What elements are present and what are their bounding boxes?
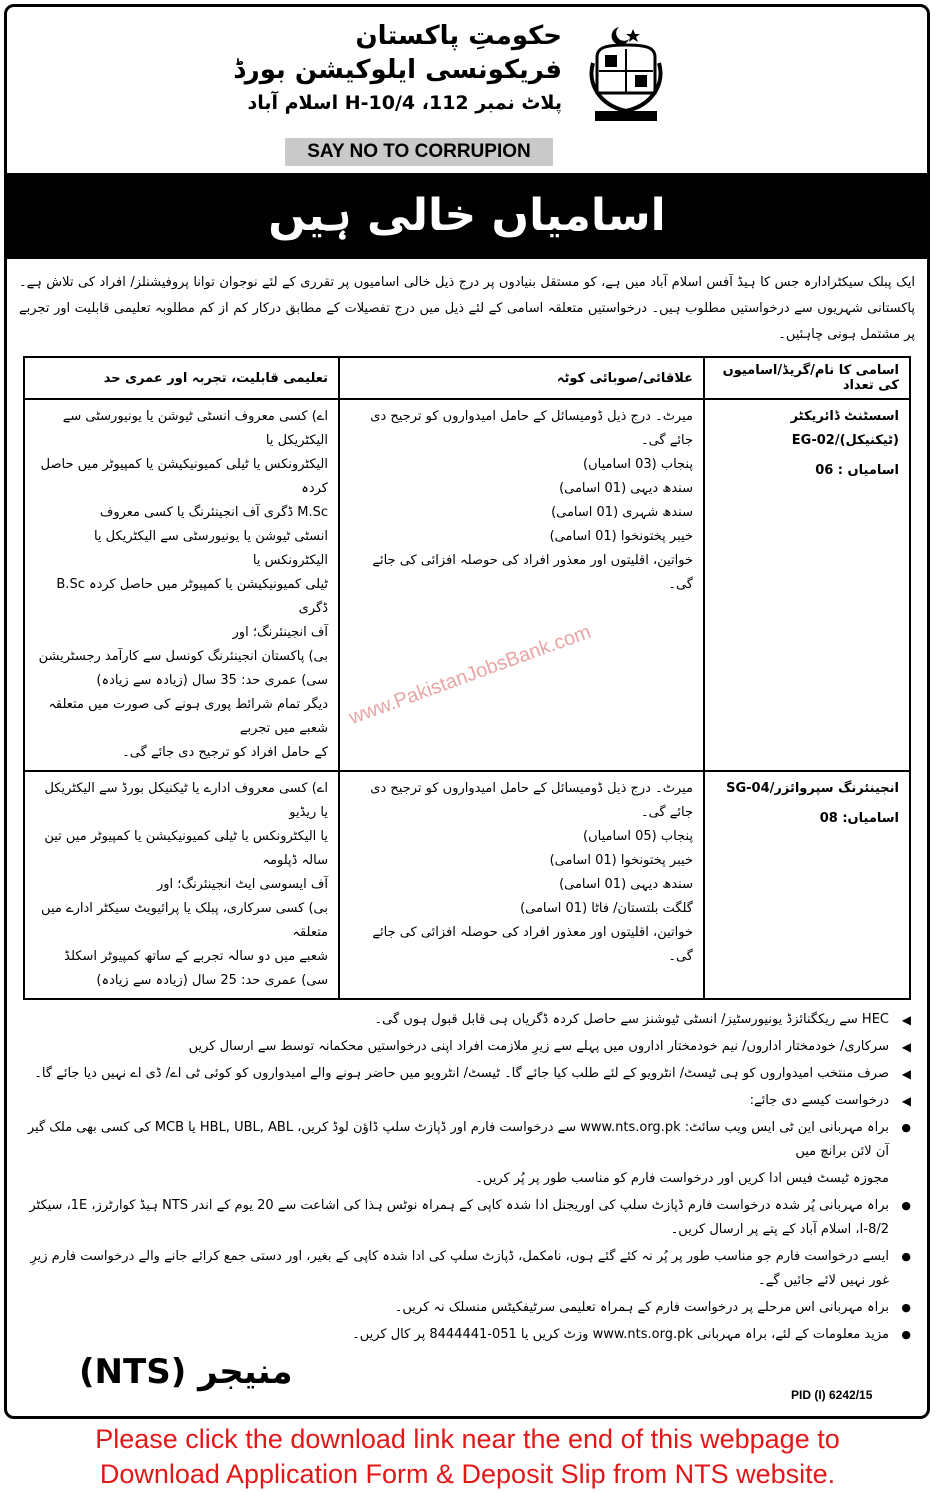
howto-item: ● ایسے درخواست فارم جو مناسب طور پر پُر نہ کئے گئے ہوں، نامکمل، ڈپازٹ سلپ کی ادا شدہ کاپی کے بغیر، اور دستی جمع کرائے جانے والے درخواست فارم زیرِ غور نہیں لائے جائیں گے۔ bbox=[23, 1245, 911, 1293]
qualification-cell bbox=[24, 399, 339, 771]
ad-header bbox=[233, 19, 562, 119]
howto-item: ● مزید معلومات کے لئے، براہ مہربانی www.nts.org.pk وزٹ کریں یا 051-8444441 پر کال کریں۔ bbox=[23, 1323, 911, 1347]
qualification-line: بی) کسی سرکاری، پبلک یا پرائیویٹ سیکٹر ادارے میں متعلقہ bbox=[41, 901, 328, 940]
quota-line: سندھ دیہی (01 اسامی) bbox=[559, 481, 693, 496]
qualification-cell bbox=[24, 771, 339, 999]
signature-manager: منیجر (NTS) bbox=[79, 1352, 293, 1392]
post-title: اسسٹنٹ ڈائریکٹر (ٹیکنیکل)/EG-02 bbox=[790, 409, 899, 448]
quota-cell bbox=[339, 399, 704, 771]
ad-border bbox=[4, 4, 930, 1419]
quota-line: سندھ شہری (01 اسامی) bbox=[551, 505, 693, 520]
qualification-line: اے) کسی معروف انسٹی ٹیوشن یا یونیورسٹی سے الیکٹریکل یا bbox=[62, 409, 328, 448]
quota-line: میرٹ۔ درج ذیل ڈومیسائل کے حامل امیدواروں کو ترجیح دی جائے گی۔ bbox=[370, 781, 693, 820]
qualification-line: سی) عمری حد: 35 سال (زیادہ سے زیادہ) bbox=[96, 673, 328, 688]
table-row bbox=[24, 771, 910, 999]
qualification-line: کے حامل افراد کو ترجیح دی جائے گی۔ bbox=[122, 745, 328, 760]
quota-line: خواتین، اقلیتوں اور معذور افراد کی حوصلہ افزائی کی جائے گی۔ bbox=[372, 925, 693, 964]
table-row bbox=[24, 399, 910, 771]
slogan-badge: SAY NO TO CORRUPION bbox=[285, 138, 553, 166]
column-header-qualification: تعلیمی قابلیت، تجربہ اور عمری حد bbox=[24, 357, 339, 399]
government-title: حکومتِ پاکستان bbox=[355, 21, 562, 51]
qualification-line: آف ایسوسی ایٹ انجینئرنگ؛ اور bbox=[157, 877, 328, 892]
intro-paragraph: ایک پبلک سیکٹرادارہ جس کا ہیڈ آفس اسلام آباد میں ہے، کو مستقل بنیادوں پر درج ذیل خالی اسامیوں پر تقرری کے لئے نوجوان توانا پروفیشنلز/ افراد کی تلاش ہے۔ پاکستانی شہریوں سے درخواستیں مطلوب ہیں۔ درخواستیں متعلقہ اسامی کے لئے ذیل میں درج تفصیلات کے مطابق درکار کم از کم مطلوبہ تعلیمی قابلیت اور تجربے پر مشتمل ہونی چاہئیں۔ bbox=[19, 275, 915, 342]
qualification-line: سی) عمری حد: 25 سال (زیادہ سے زیادہ) bbox=[96, 973, 328, 988]
vacancy-table bbox=[23, 356, 911, 1000]
qualification-line: شعبے میں دو سالہ تجربے کے ساتھ کمپیوٹر اسکلڈ bbox=[64, 949, 328, 964]
download-notice-line2: Download Application Form & Deposit Slip from NTS website. bbox=[99, 1459, 836, 1489]
post-title: انجینئرنگ سپروائزر/SG-04 bbox=[726, 781, 899, 796]
qualification-line: دیگر تمام شرائط پوری ہونے کی صورت میں متعلقہ شعبے میں تجربے bbox=[48, 697, 328, 736]
quota-line: پنجاب (03 اسامیاں) bbox=[583, 457, 693, 472]
vacancies-banner: اسامیاں خالی ہیں bbox=[7, 173, 927, 259]
download-notice-line1: Please click the download link near the end of this webpage to bbox=[95, 1424, 840, 1454]
note-item: ◀ HEC سے ریکگنائزڈ یونیورسٹیز/ انسٹی ٹیوشنز سے حاصل کردہ ڈگریاں ہی قابل قبول ہوں گی۔ bbox=[23, 1008, 911, 1032]
qualification-line: ٹیلی کمیونیکیشن یا کمپیوٹر میں حاصل کردہ B.Sc ڈگری bbox=[56, 577, 328, 616]
qualification-line: اے) کسی معروف ادارے یا ٹیکنیکل بورڈ سے الیکٹریکل یا ریڈیو bbox=[44, 781, 328, 820]
quota-line: خواتین، اقلیتوں اور معذور افراد کی حوصلہ افزائی کی جائے گی۔ bbox=[372, 553, 693, 592]
post-count: اسامیاں: 08 bbox=[819, 811, 899, 826]
note-item: ◀ صرف منتخب امیدواروں کو ہی ٹیسٹ/ انٹرویو کے لئے طلب کیا جائے گا۔ ٹیسٹ/ انٹرویو میں حاضر ہونے والے امیدواروں کو کوئی ٹی اے/ ڈی اے نہیں دیا جائے گا۔ bbox=[23, 1062, 911, 1086]
table-header-row bbox=[24, 357, 910, 399]
download-notice bbox=[0, 1419, 935, 1492]
organization-address: پلاٹ نمبر 112، H-10/4 اسلام آباد bbox=[247, 92, 562, 114]
qualification-line: M.Sc ڈگری آف انجینئرنگ یا کسی معروف bbox=[99, 505, 328, 520]
qualification-line: آف انجینئرنگ؛ اور bbox=[232, 625, 328, 640]
note-item: ◀ سرکاری/ خودمختار اداروں/ نیم خودمختار اداروں میں پہلے سے زیرِ ملازمت افراد اپنی درخواستیں محکمانہ توسط سے ارسال کریں bbox=[23, 1035, 911, 1059]
notes-list bbox=[23, 1008, 911, 1347]
howto-item: ● براہ مہربانی این ٹی ایس ویب سائٹ: www.nts.org.pk سے درخواست فارم اور ڈپازٹ سلپ ڈاؤن لوڈ کریں، HBL, UBL, ABL یا MCB کی کسی بھی ملک گیر آن لائن برانچ میں bbox=[23, 1116, 911, 1164]
quota-cell bbox=[339, 771, 704, 999]
signature-area bbox=[7, 1350, 927, 1408]
column-header-quota: علاقائی/صوبائی کوٹہ bbox=[339, 357, 704, 399]
howto-item: ● براہ مہربانی پُر شدہ درخواست فارم ڈپازٹ سلپ کی اوریجنل ادا شدہ کاپی کے ہمراہ نوٹس ہذا کی اشاعت سے 20 یوم کے اندر NTS ہیڈ کوارٹرز، 1E، سیکٹر I-8/2، اسلام آباد کے پتے پر ارسال کریں۔ bbox=[23, 1194, 911, 1242]
quota-line: خیبر پختونخوا (01 اسامی) bbox=[549, 853, 693, 868]
note-item: ◀ درخواست کیسے دی جائے: bbox=[23, 1089, 911, 1113]
quota-line: سندھ دیہی (01 اسامی) bbox=[559, 877, 693, 892]
pid-number: PID (I) 6242/15 bbox=[791, 1388, 873, 1402]
post-cell bbox=[704, 399, 910, 771]
howto-item: مجوزہ ٹیسٹ فیس ادا کریں اور درخواست فارم کو مناسب طور پر پُر کریں۔ bbox=[475, 1171, 889, 1186]
watermark: www.PakistanJobsBank.com bbox=[346, 620, 594, 730]
qualification-line: انسٹی ٹیوشن یا یونیورسٹی سے الیکٹریکل یا الیکٹرونکس یا bbox=[93, 529, 328, 568]
post-cell bbox=[704, 771, 910, 999]
state-emblem-icon bbox=[589, 23, 663, 127]
ad-top bbox=[7, 7, 927, 262]
qualification-line: یا الیکٹرونکس یا ٹیلی کمیونیکیشن یا کمپیوٹر میں تین سالہ ڈپلومہ bbox=[44, 829, 328, 868]
qualification-line: بی) پاکستان انجینئرنگ کونسل سے کارآمد رجسٹریشن bbox=[38, 649, 328, 664]
quota-line: پنجاب (05 اسامیاں) bbox=[583, 829, 693, 844]
organization-name: فریکونسی ایلوکیشن بورڈ bbox=[233, 55, 562, 85]
quota-line: گلگت بلتستان/ فاٹا (01 اسامی) bbox=[520, 901, 693, 916]
post-count: اسامیاں : 06 bbox=[815, 463, 899, 478]
qualification-line: الیکٹرونکس یا ٹیلی کمیونیکیشن یا کمپیوٹر میں حاصل کردہ bbox=[40, 457, 328, 496]
quota-line: میرٹ۔ درج ذیل ڈومیسائل کے حامل امیدواروں کو ترجیح دی جائے گی۔ bbox=[370, 409, 693, 448]
column-header-post: اسامی کا نام/گریڈ/اسامیوں کی تعداد bbox=[704, 357, 910, 399]
quota-line: خیبر پختونخوا (01 اسامی) bbox=[549, 529, 693, 544]
howto-item: ● براہ مہربانی اس مرحلے پر درخواست فارم کے ہمراہ تعلیمی سرٹیفکیٹس منسلک نہ کریں۔ bbox=[23, 1296, 911, 1320]
